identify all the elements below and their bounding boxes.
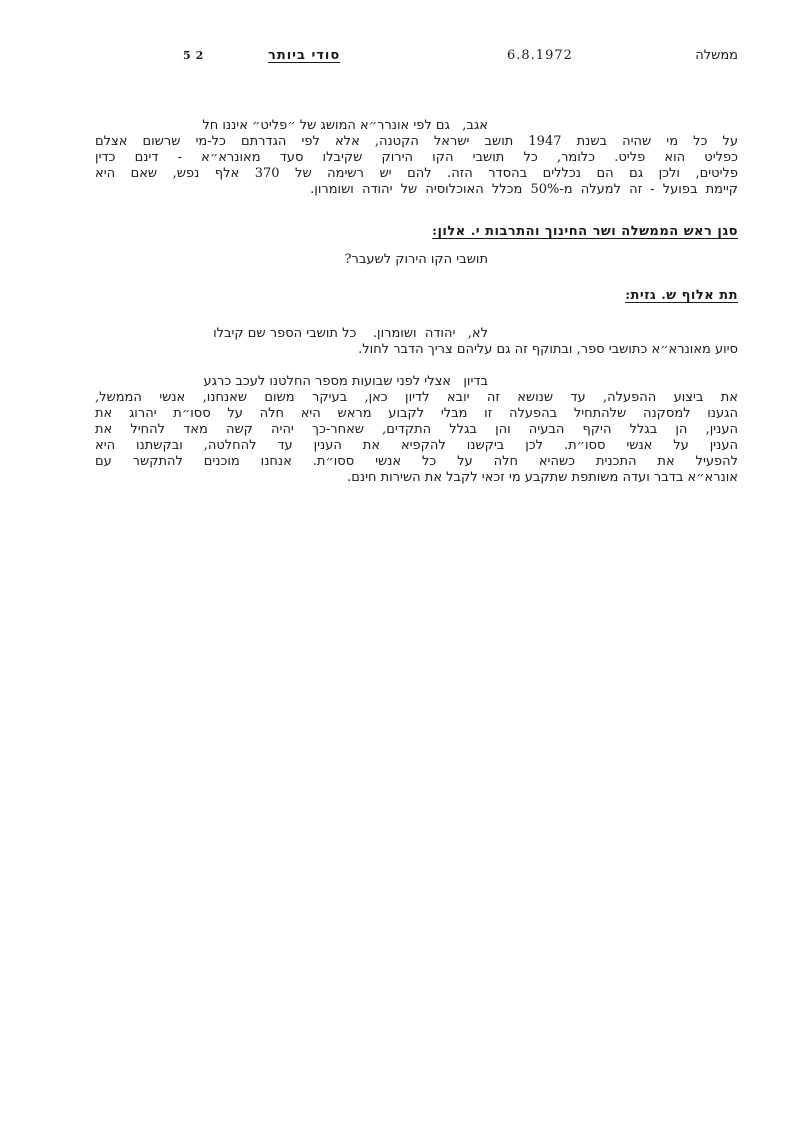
text-line: כפליט הוא פליט. כלומר, כל תושבי הקו הירוק שקיבלו סעד מאונרא״א - דינם כדין bbox=[95, 150, 738, 165]
page-number: 52 bbox=[183, 49, 209, 62]
classification-label: סודי ביותר bbox=[268, 48, 341, 63]
paragraph-operation-decision bbox=[95, 374, 738, 486]
speaker-heading-allon: סגן ראש הממשלה ושר החינוך והתרבות י. אלון: bbox=[432, 224, 738, 239]
text-line: פליטים, ולכן גם הם נכללים בהסדר הזה. להם יש רשימה של 370 אלף נפש, שאם היא bbox=[95, 166, 738, 181]
speaker-heading-gazit: תת אלוף ש. גזית: bbox=[625, 288, 738, 303]
date-label: 6.8.1972 bbox=[507, 48, 573, 63]
text-line: בדיון אצלי לפני שבועות מספר החלטנו לעכב כרגע bbox=[203, 374, 488, 389]
text-line: קיימת בפועל - זה למעלה מ-50% מכלל האוכלוסיה של יהודה ושומרון. bbox=[310, 182, 738, 197]
paragraph-judea-samaria bbox=[95, 326, 738, 358]
text-line: לא, יהודה ושומרון. כל תושבי הספר שם קיבלו bbox=[213, 326, 488, 341]
text-line: תושבי הקו הירוק לשעבר? bbox=[344, 252, 488, 267]
ministry-label: ממשלה bbox=[695, 48, 738, 63]
text-line: להפעיל את התכנית כשהיא חלה על כל אנשי ססו״ת. אנחנו מוכנים להתקשר עם bbox=[95, 454, 738, 469]
text-line: הגענו למסקנה שלהתחיל בהפעלה זו מבלי לקבוע מראש היא חלה על ססו״ת יהרוג את bbox=[95, 406, 738, 421]
question-line bbox=[95, 252, 738, 268]
text-line: הענין על אנשי ססו״ת. לכן ביקשנו להקפיא את הענין עד להחלטה, ובקשתנו היא bbox=[95, 438, 738, 453]
text-line: את ביצוע ההפעלה, עד שנושא זה יובא לדיון כאן, בעיקר משום שאנחנו, אנשי הממשל, bbox=[95, 390, 738, 405]
text-line: אונרא״א בדבר ועדה משותפת שתקבע מי זכאי לקבל את השירות חינם. bbox=[347, 470, 738, 485]
text-line: הענין, הן בגלל היקף הבעיה והן בגלל התקדים, שאחר-כך יהיה קשה מאד להחיל את bbox=[95, 422, 738, 437]
text-line: על כל מי שהיה בשנת 1947 תושב ישראל הקטנה, אלא לפי הגדרתם כל-מי שרשום אצלם bbox=[95, 134, 738, 149]
text-line: אגב, גם לפי אונרר״א המושג של ״פליט״ איננו חל bbox=[202, 118, 488, 133]
paragraph-unrwa-refugees bbox=[95, 118, 738, 198]
text-line: סיוע מאונרא״א כתושבי ספר, ובתוקף זה גם עליהם צריך הדבר לחול. bbox=[358, 342, 738, 357]
document-body bbox=[95, 118, 738, 486]
